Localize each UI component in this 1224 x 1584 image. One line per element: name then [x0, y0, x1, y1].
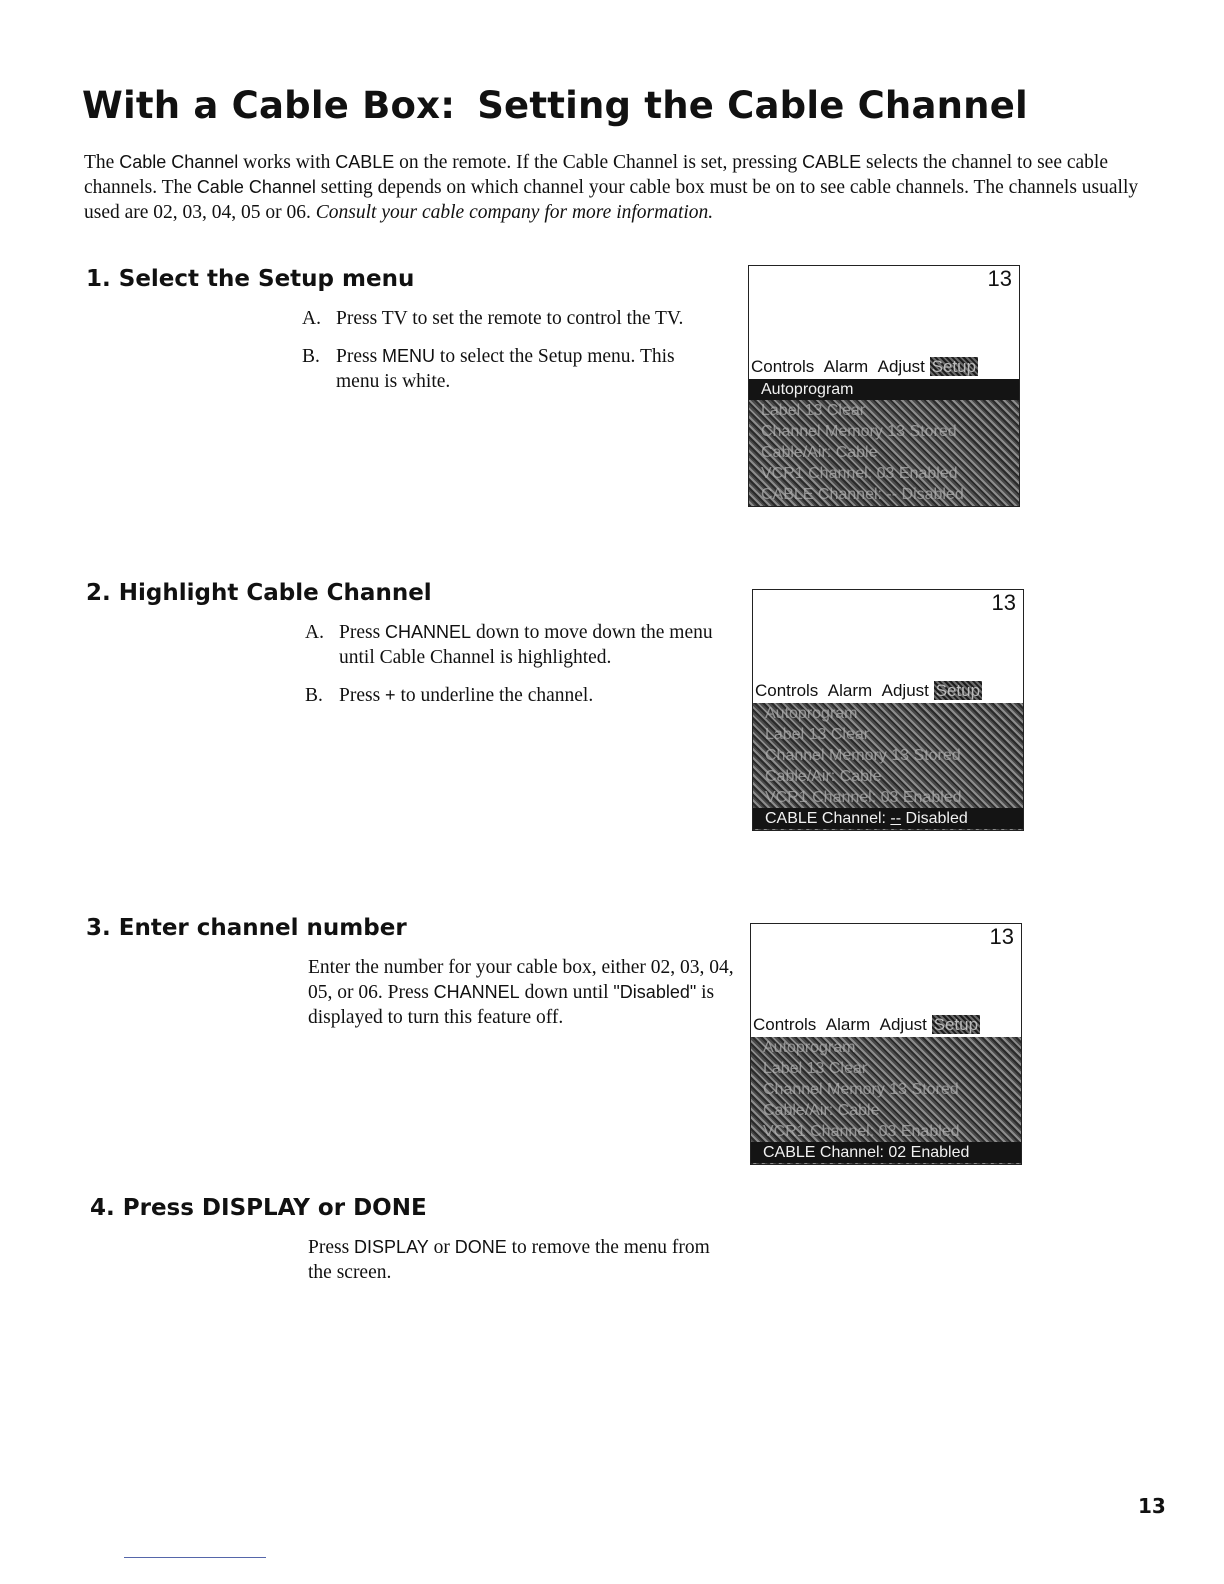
step-text: or: [428, 1237, 455, 1258]
tab-setup: Setup: [933, 1015, 979, 1034]
tab-adjust: Adjust: [877, 357, 925, 376]
intro-term: Cable Channel: [119, 152, 239, 172]
menu-item-vcr1-channel: VCR1 Channel: 03 Enabled: [765, 789, 962, 806]
step-text: to select the Setup menu. This menu is white.: [336, 346, 675, 392]
menu-item-cable-channel: CABLE Channel: -- Disabled: [761, 486, 964, 503]
step-1-heading: 1. Select the Setup menu: [86, 266, 415, 292]
step-text: down to move down the menu until Cable Channel is highlighted.: [339, 622, 713, 668]
menu-item-cable-air: Cable/Air: Cable: [765, 768, 882, 785]
menu-item-cable-channel: CABLE Channel: 02 Enabled: [751, 1142, 1021, 1163]
menu-item-cable-air: Cable/Air: Cable: [761, 444, 878, 461]
menu-item-cable-channel: [753, 808, 1023, 829]
menu-item-vcr1-channel: VCR1 Channel: 03 Enabled: [763, 1123, 960, 1140]
menu-item-autoprogram: Autoprogram: [765, 705, 858, 722]
tab-adjust: Adjust: [879, 1015, 927, 1034]
step-2b: [305, 683, 725, 708]
list-marker: B.: [305, 685, 323, 706]
intro-text: The: [84, 152, 120, 173]
key-name: TV: [381, 308, 408, 329]
step-1a: [302, 306, 722, 331]
step-1b: [302, 344, 722, 394]
menu-item-label: Label 13 Clear: [765, 726, 870, 743]
intro-text: selects the channel to see cable channels. The: [84, 152, 1108, 198]
tab-setup: Setup: [931, 357, 977, 376]
list-marker: A.: [305, 622, 324, 643]
tv-screen-1: [748, 265, 1020, 507]
menu-item-channel-memory: Channel Memory 13 Stored: [765, 747, 961, 764]
intro-note: Consult your cable company for more information.: [315, 202, 714, 223]
key-name: CHANNEL: [385, 622, 472, 642]
tab-alarm: Alarm: [825, 1015, 871, 1034]
step-2a: [305, 620, 725, 670]
menu-tabs: [755, 681, 982, 701]
page-number: 13: [1138, 1494, 1166, 1518]
key-name: +: [385, 685, 396, 705]
step-2-heading: 2. Highlight Cable Channel: [86, 580, 432, 606]
tab-alarm: Alarm: [827, 681, 873, 700]
key-name: "Disabled": [613, 982, 697, 1002]
setup-menu: [753, 703, 1023, 830]
cable-channel-status: Disabled: [901, 810, 968, 827]
tab-alarm: Alarm: [823, 357, 869, 376]
intro-text: works with: [238, 152, 336, 173]
list-marker: B.: [302, 346, 320, 367]
menu-item-cable-air: Cable/Air: Cable: [763, 1102, 880, 1119]
menu-item-vcr1-channel: VCR1 Channel: 03 Enabled: [761, 465, 958, 482]
menu-item-autoprogram: Autoprogram: [749, 379, 1019, 400]
step-4-text: [308, 1235, 728, 1285]
step-text: Press: [339, 622, 386, 643]
intro-term: Cable Channel: [196, 177, 316, 197]
list-marker: A.: [302, 308, 321, 329]
channel-number: 13: [987, 266, 1012, 291]
step-text: down until: [519, 982, 614, 1003]
step-text: is displayed to turn this feature off.: [308, 982, 715, 1028]
intro-paragraph: [84, 150, 1164, 225]
intro-text: setting depends on which channel your cable box must be on to see cable channels. The channels usually used are 02, 03, 04, 05 or 06.: [84, 177, 1139, 223]
title-part-1: With a Cable Box:: [82, 84, 456, 127]
step-text: Press: [336, 308, 382, 329]
setup-menu: [751, 1037, 1021, 1164]
step-3-text: [308, 955, 738, 1030]
menu-item-channel-memory: Channel Memory 13 Stored: [761, 423, 957, 440]
key-name: DISPLAY: [354, 1237, 429, 1257]
step-text: Press: [308, 1237, 355, 1258]
menu-item-channel-memory: Channel Memory 13 Stored: [763, 1081, 959, 1098]
step-4-heading: 4. Press DISPLAY or DONE: [90, 1195, 427, 1221]
page-title: [82, 84, 1028, 127]
step-text: to underline the channel.: [395, 685, 594, 706]
step-text: to remove the menu from the screen.: [308, 1237, 710, 1283]
menu-item-label: Label 13 Clear: [761, 402, 866, 419]
step-3-heading: 3. Enter channel number: [86, 915, 407, 941]
key-name: DONE: [454, 1237, 507, 1257]
step-text: Press: [336, 346, 383, 367]
intro-text: on the remote. If the Cable Channel is set, pressing: [394, 152, 803, 173]
menu-item-autoprogram: Autoprogram: [763, 1039, 856, 1056]
tab-controls: Controls: [755, 681, 819, 700]
menu-item-label: Label 13 Clear: [763, 1060, 868, 1077]
step-text: Enter the number for your cable box, either 02, 03, 04, 05, or 06. Press: [308, 957, 734, 1003]
step-2-list: [305, 620, 725, 721]
tab-controls: Controls: [753, 1015, 817, 1034]
cable-channel-label: CABLE Channel:: [765, 810, 891, 827]
channel-number: 13: [991, 590, 1016, 615]
cable-channel-value: --: [890, 810, 902, 827]
intro-key: CABLE: [802, 152, 862, 172]
menu-tabs: [753, 1015, 980, 1035]
menu-tabs: [751, 357, 978, 377]
key-name: CHANNEL: [433, 982, 520, 1002]
tv-screen-2: [752, 589, 1024, 831]
key-name: MENU: [382, 346, 436, 366]
tab-setup: Setup: [935, 681, 981, 700]
footer-rule: [124, 1557, 266, 1558]
setup-menu: [749, 379, 1019, 506]
tab-adjust: Adjust: [881, 681, 929, 700]
step-text: to set the remote to control the TV.: [407, 308, 684, 329]
title-part-2: Setting the Cable Channel: [477, 84, 1028, 127]
step-text: Press: [339, 685, 386, 706]
tab-controls: Controls: [751, 357, 815, 376]
channel-number: 13: [989, 924, 1014, 949]
step-1-list: [302, 306, 722, 407]
intro-key: CABLE: [335, 152, 395, 172]
tv-screen-3: [750, 923, 1022, 1165]
